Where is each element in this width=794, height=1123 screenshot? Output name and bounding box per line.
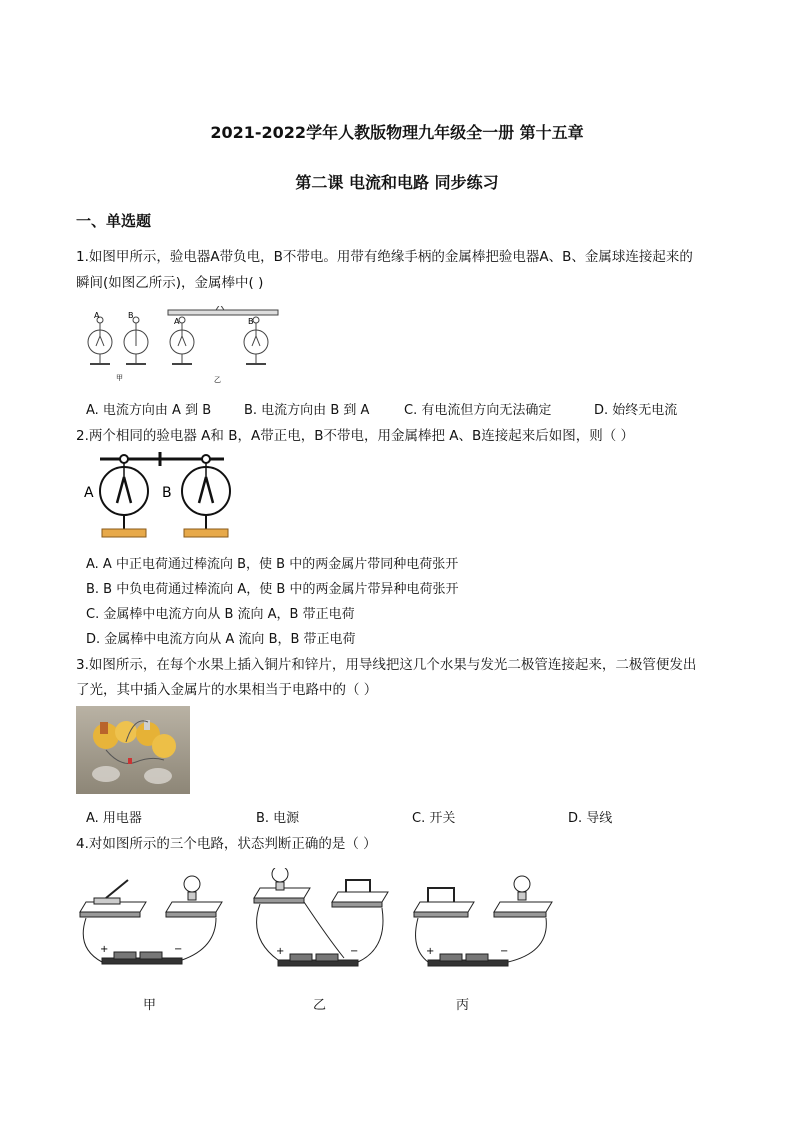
q2-figure — [84, 449, 254, 549]
metal-rod — [168, 306, 278, 315]
q2-option-a[interactable]: A. A 中正电荷通过棒流向 B，使 B 中的两金属片带同种电荷张开 — [86, 557, 459, 572]
q2-electroscope-b — [182, 455, 230, 537]
page-subtitle: 第二课 电流和电路 同步练习 — [295, 173, 499, 192]
svg-text:+: + — [276, 946, 285, 957]
svg-text:+: + — [426, 946, 435, 957]
q3-option-b[interactable]: B. 电源 — [256, 811, 300, 826]
q3-stem-line2: 了光，其中插入金属片的水果相当于电路中的（ ） — [76, 682, 378, 698]
q2-label-b: B — [162, 485, 172, 501]
circuit-bing — [414, 876, 552, 966]
svg-text:+: + — [100, 944, 109, 955]
q2-option-c[interactable]: C. 金属棒中电流方向从 B 流向 A，B 带正电荷 — [86, 607, 355, 622]
q2-electroscope-a — [100, 455, 148, 537]
q1-caption-yi: 乙 — [214, 376, 221, 384]
page-title: 2021-2022学年人教版物理九年级全一册 第十五章 — [210, 123, 584, 142]
q1-caption-jia: 甲 — [116, 374, 123, 382]
circuit-yi — [254, 868, 388, 966]
q1-label-a-yi: A — [174, 317, 180, 326]
electroscope-b-jia — [124, 317, 148, 364]
q3-fruit-battery-photo — [76, 706, 190, 794]
q1-label-b-yi: B — [248, 317, 254, 326]
q1-label-a-jia: A — [94, 311, 100, 320]
q4-caption-jia: 甲 — [143, 998, 157, 1013]
q1-option-a[interactable]: A. 电流方向由 A 到 B — [86, 403, 212, 418]
q1-stem-line1: 1.如图甲所示，验电器A带负电，B不带电。用带有绝缘手柄的金属棒把验电器A、B、金属球连接起来的 — [76, 249, 693, 265]
q3-option-a[interactable]: A. 用电器 — [86, 811, 142, 826]
q1-figure — [84, 306, 284, 388]
q1-option-c[interactable]: C. 有电流但方向无法确定 — [404, 403, 552, 418]
svg-text:−: − — [174, 944, 183, 955]
q2-label-a: A — [84, 485, 94, 501]
q1-option-d[interactable]: D. 始终无电流 — [594, 403, 678, 418]
q2-option-d[interactable]: D. 金属棒中电流方向从 A 流向 B，B 带正电荷 — [86, 632, 356, 647]
q4-circuits-figure — [76, 868, 566, 978]
q1-stem-line2: 瞬间(如图乙所示)，金属棒中( ) — [76, 275, 264, 291]
q2-option-b[interactable]: B. B 中负电荷通过棒流向 A，使 B 中的两金属片带异种电荷张开 — [86, 582, 459, 597]
circuit-jia — [80, 876, 222, 964]
q3-option-c[interactable]: C. 开关 — [412, 811, 456, 826]
q1-option-b[interactable]: B. 电流方向由 B 到 A — [244, 403, 370, 418]
q3-stem-line1: 3.如图所示，在每个水果上插入铜片和锌片，用导线把这几个水果与发光二极管连接起来，二极管便发出 — [76, 657, 697, 673]
q4-stem: 4.对如图所示的三个电路，状态判断正确的是（ ） — [76, 836, 377, 852]
svg-text:−: − — [500, 946, 509, 957]
q4-caption-yi: 乙 — [313, 998, 327, 1013]
q1-label-b-jia: B — [128, 311, 134, 320]
q4-caption-bing: 丙 — [456, 998, 470, 1013]
q3-option-d[interactable]: D. 导线 — [568, 811, 613, 826]
q2-stem: 2.两个相同的验电器 A和 B，A带正电，B不带电，用金属棒把 A、B连接起来后如图，则（ ） — [76, 428, 635, 444]
electroscope-a-jia — [88, 317, 112, 364]
svg-text:−: − — [350, 946, 359, 957]
section-title: 一、单选题 — [76, 212, 152, 230]
